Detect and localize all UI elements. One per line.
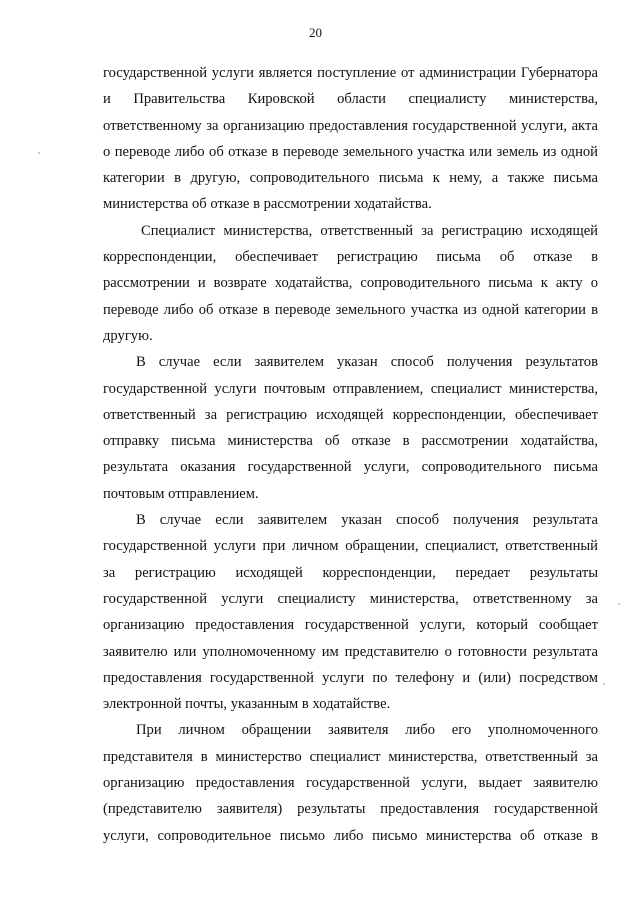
text-line: В случае если заявителем указан способ получения результатов	[136, 354, 598, 371]
text-line: государственной услуги является поступление от администрации Губернатора	[103, 65, 598, 81]
text-line: государственной услуги почтовым отправлением, специалист министерства,	[103, 380, 598, 397]
scan-speck	[618, 603, 620, 605]
text-line: ответственному за организацию предоставления государственной услуги, акта	[103, 117, 598, 134]
body-text	[103, 60, 598, 849]
text-line: государственной услуги при личном обращении, специалист, ответственный	[103, 538, 598, 555]
text-line: корреспонденции, обеспечивает регистрацию письма об отказе в	[103, 249, 598, 266]
page-number: 20	[309, 25, 322, 40]
text-line: отправку письма министерства об отказе в рассмотрении ходатайства,	[103, 433, 598, 450]
text-line: организацию предоставления государственной услуги, выдает заявителю	[103, 775, 598, 792]
text-line: Специалист министерства, ответственный за регистрацию исходящей	[141, 222, 598, 239]
text-line: государственной услуги специалисту министерства, ответственному за	[103, 590, 598, 607]
text-line: электронной почты, указанным в ходатайстве.	[103, 696, 391, 713]
text-line: другую.	[103, 327, 153, 344]
scan-speck	[38, 152, 40, 154]
text-line: предоставления государственной услуги по телефону и (или) посредством	[103, 669, 598, 686]
text-line: переводе либо об отказе в переводе земельного участка из одной категории в	[103, 301, 598, 318]
scan-speck	[603, 683, 605, 685]
text-line: (представителю заявителя) результаты предоставления государственной	[103, 801, 598, 818]
text-line: заявителю или уполномоченному им представителю о готовности результата	[103, 643, 598, 660]
text-line: о переводе либо об отказе в переводе земельного участка или земель из одной	[103, 143, 598, 160]
text-line: почтовым отправлением.	[103, 485, 259, 502]
text-line: При личном обращении заявителя либо его уполномоченного	[136, 722, 598, 739]
text-line: за регистрацию исходящей корреспонденции, передает результаты	[103, 564, 598, 581]
text-line: услуги, сопроводительное письмо либо письмо министерства об отказе в	[103, 827, 598, 844]
text-line: ответственный за регистрацию исходящей корреспонденции, обеспечивает	[103, 406, 598, 423]
text-line: В случае если заявителем указан способ получения результата	[136, 512, 598, 529]
text-line: результата оказания государственной услуги, сопроводительного письма	[103, 459, 598, 476]
text-line: рассмотрении и возврате ходатайства, сопроводительного письма к акту о	[103, 275, 598, 292]
text-line: представителя в министерство специалист министерства, ответственный за	[103, 748, 598, 765]
text-line: и Правительства Кировской области специалисту министерства,	[103, 91, 598, 108]
text-line: министерства об отказе в рассмотрении ходатайства.	[103, 196, 432, 213]
text-line: организацию предоставления государственной услуги, который сообщает	[103, 617, 598, 634]
text-line: категории в другую, сопроводительного письма к нему, а также письма	[103, 170, 598, 187]
